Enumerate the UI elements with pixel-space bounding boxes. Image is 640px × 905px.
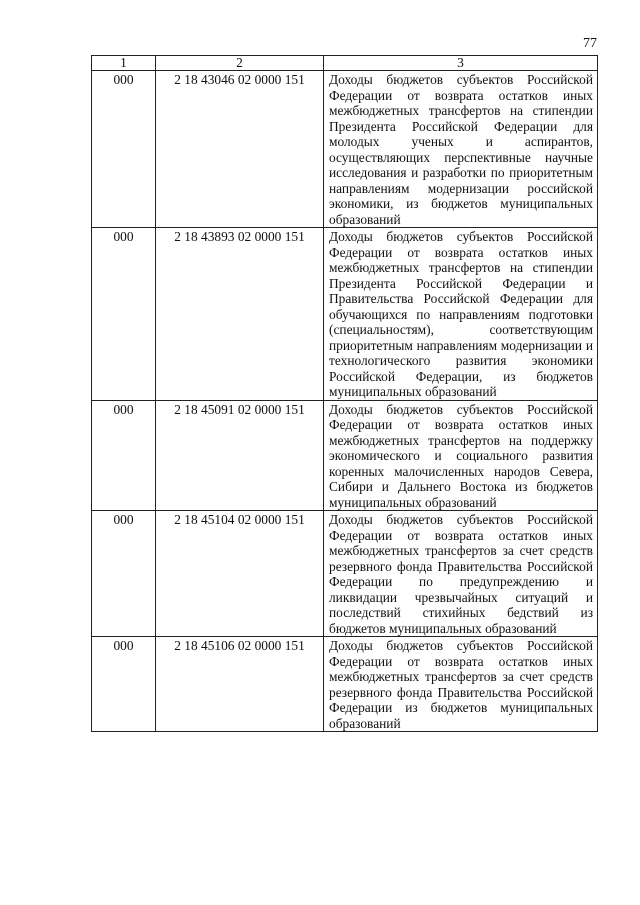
column-header-2: 2 [156,56,324,71]
column-header-3: 3 [324,56,598,71]
table-row [92,637,598,732]
admin-code-cell: 000 [92,637,156,732]
table-row [92,400,598,511]
budget-code-cell: 2 18 43046 02 0000 151 [156,71,324,228]
description-cell: Доходы бюджетов субъектов Российской Федерации от возврата остатков иных межбюджетных трансфертов на стипендии Президента Российской Федерации для молодых ученых и аспирантов, осуществляющих перспективные научные исследования и разработки по приоритетным направлениям модернизации российской экономики, из бюджетов муниципальных образований [324,71,598,228]
admin-code-cell: 000 [92,228,156,401]
column-header-1: 1 [92,56,156,71]
admin-code-cell: 000 [92,400,156,511]
table-row [92,71,598,228]
description-cell: Доходы бюджетов субъектов Российской Федерации от возврата остатков иных межбюджетных трансфертов на стипендии Президента Российской Федерации и Правительства Российской Федерации для обучающихся по направлениям подготовки (специальностям), соответствующим приоритетным направлениям модернизации и технологического развития экономики Российской Федерации, из бюджетов муниципальных образований [324,228,598,401]
description-cell: Доходы бюджетов субъектов Российской Федерации от возврата остатков иных межбюджетных трансфертов на поддержку экономического и социального развития коренных малочисленных народов Севера, Сибири и Дальнего Востока из бюджетов муниципальных образований [324,400,598,511]
table-row [92,228,598,401]
budget-code-cell: 2 18 45104 02 0000 151 [156,511,324,637]
page-number: 77 [583,36,597,51]
budget-code-cell: 2 18 43893 02 0000 151 [156,228,324,401]
table-row [92,511,598,637]
table-header-row [92,56,598,71]
budget-code-table [91,55,598,732]
admin-code-cell: 000 [92,71,156,228]
budget-code-cell: 2 18 45106 02 0000 151 [156,637,324,732]
description-cell: Доходы бюджетов субъектов Российской Федерации от возврата остатков иных межбюджетных трансфертов за счет средств резервного фонда Правительства Российской Федерации из бюджетов муниципальных образований [324,637,598,732]
admin-code-cell: 000 [92,511,156,637]
budget-code-cell: 2 18 45091 02 0000 151 [156,400,324,511]
description-cell: Доходы бюджетов субъектов Российской Федерации от возврата остатков иных межбюджетных трансфертов за счет средств резервного фонда Правительства Российской Федерации по предупреждению и ликвидации чрезвычайных ситуаций и последствий стихийных бедствий из бюджетов муниципальных образований [324,511,598,637]
